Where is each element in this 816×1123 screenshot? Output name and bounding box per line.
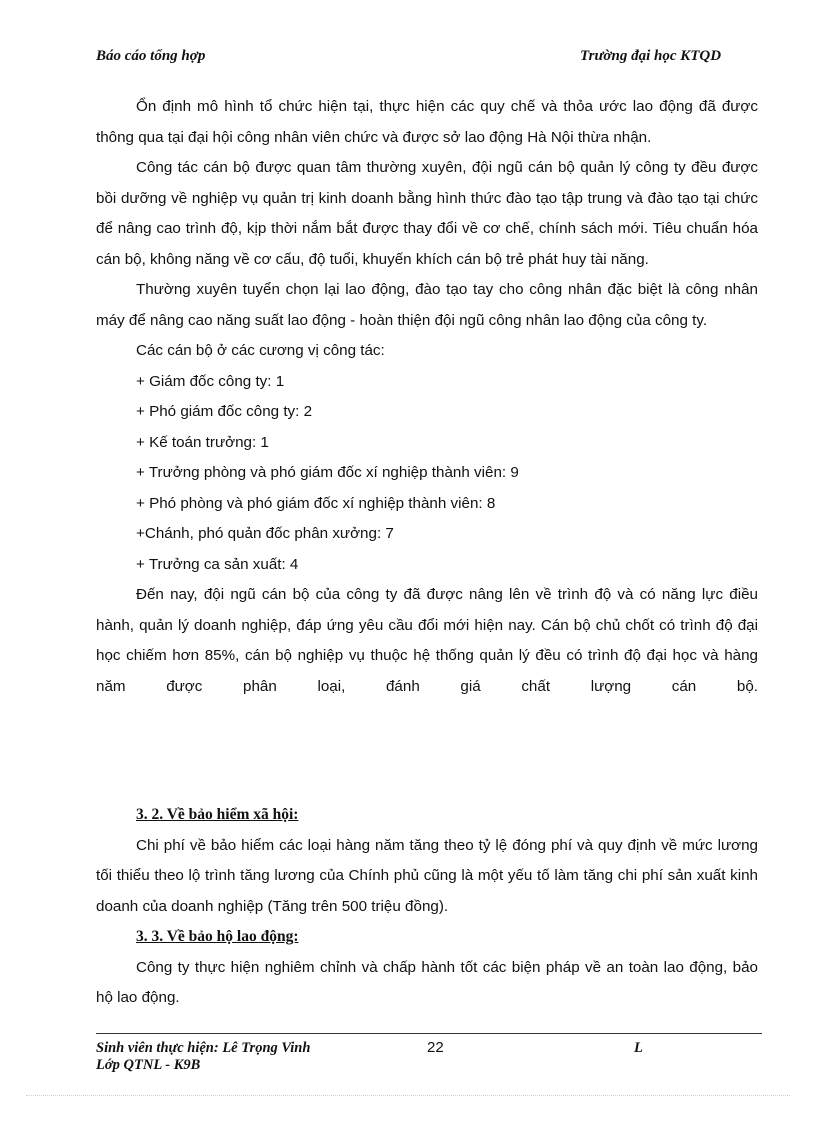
footer-divider (96, 1033, 762, 1034)
spacer (96, 702, 758, 800)
paragraph-5: Chi phí về bảo hiểm các loại hàng năm tăng theo tỷ lệ đóng phí và quy định về mức lương tối thiểu theo lộ trình tăng lương của Chính phủ cũng là một yếu tố làm tăng chi phí sản xuất kinh doanh của doanh nghiệp (Tăng trên 500 triệu đồng). (96, 836, 758, 915)
list-item: + Giám đốc công ty: 1 (136, 372, 285, 390)
section-heading-3-3: 3. 3. Về bảo hộ lao động: (136, 928, 299, 945)
header-left-title: Báo cáo tổng hợp (96, 48, 206, 64)
list-item: + Phó phòng và phó giám đốc xí nghiệp thành viên: 8 (136, 494, 496, 512)
footer-class: Lớp QTNL - K9B (96, 1057, 201, 1073)
footer-student: Sinh viên thực hiện: Lê Trọng Vinh (96, 1040, 311, 1056)
section-heading-3-2: 3. 2. Về bảo hiểm xã hội: (136, 806, 299, 823)
paragraph-3: Thường xuyên tuyển chọn lại lao động, đào tạo tay cho công nhân đặc biệt là công nhân máy để nâng cao năng suất lao động - hoàn thiện đội ngũ công nhân lao động của công ty. (96, 281, 758, 329)
list-intro: Các cán bộ ở các cương vị công tác: (136, 342, 385, 359)
header-right-title: Trường đại học KTQD (580, 48, 722, 64)
list-item: + Kế toán trưởng: 1 (136, 433, 269, 451)
paragraph-2: Công tác cán bộ được quan tâm thường xuyên, đội ngũ cán bộ quản lý công ty đều được bồi dưỡng về nghiệp vụ quản trị kinh doanh bằng hình thức đào tạo tập trung và đào tạo tại chức để nâng cao trình độ, kịp thời nắm bắt được thay đổi về cơ chế, chính sách mới. Tiêu chuẩn hóa cán bộ, không năng về cơ cấu, độ tuổi, khuyến khích cán bộ trẻ phát huy tài năng. (96, 159, 758, 268)
paragraph-1: Ổn định mô hình tổ chức hiện tại, thực hiện các quy chế và thỏa ước lao động đã được thông qua tại đại hội công nhân viên chức và được sở lao động Hà Nội thừa nhận. (96, 98, 758, 146)
list-item: + Trưởng ca sản xuất: 4 (136, 555, 299, 573)
paragraph-6: Công ty thực hiện nghiêm chỉnh và chấp hành tốt các biện pháp về an toàn lao động, bảo hộ lao động. (96, 958, 758, 1006)
list-item: +Chánh, phó quản đốc phân xưởng: 7 (136, 525, 394, 542)
list-item: + Trưởng phòng và phó giám đốc xí nghiệp thành viên: 9 (136, 464, 519, 481)
footer-right-mark: L (634, 1040, 643, 1056)
paragraph-4: Đến nay, đội ngũ cán bộ của công ty đã được nâng lên về trình độ và có năng lực điều hành, quản lý doanh nghiệp, đáp ứng yêu cầu đổi mới hiện nay. Cán bộ chủ chốt có trình độ đại học chiếm hơn 85%, cán bộ nghiệp vụ thuộc hệ thống quản lý đều có trình độ đại học và hàng năm được phân loại, đánh giá chất lượng cán bộ. (96, 586, 758, 695)
list-item: + Phó giám đốc công ty: 2 (136, 403, 313, 420)
document-body (96, 92, 758, 1014)
page-number: 22 (427, 1039, 444, 1056)
page-bottom-edge (26, 1095, 790, 1096)
